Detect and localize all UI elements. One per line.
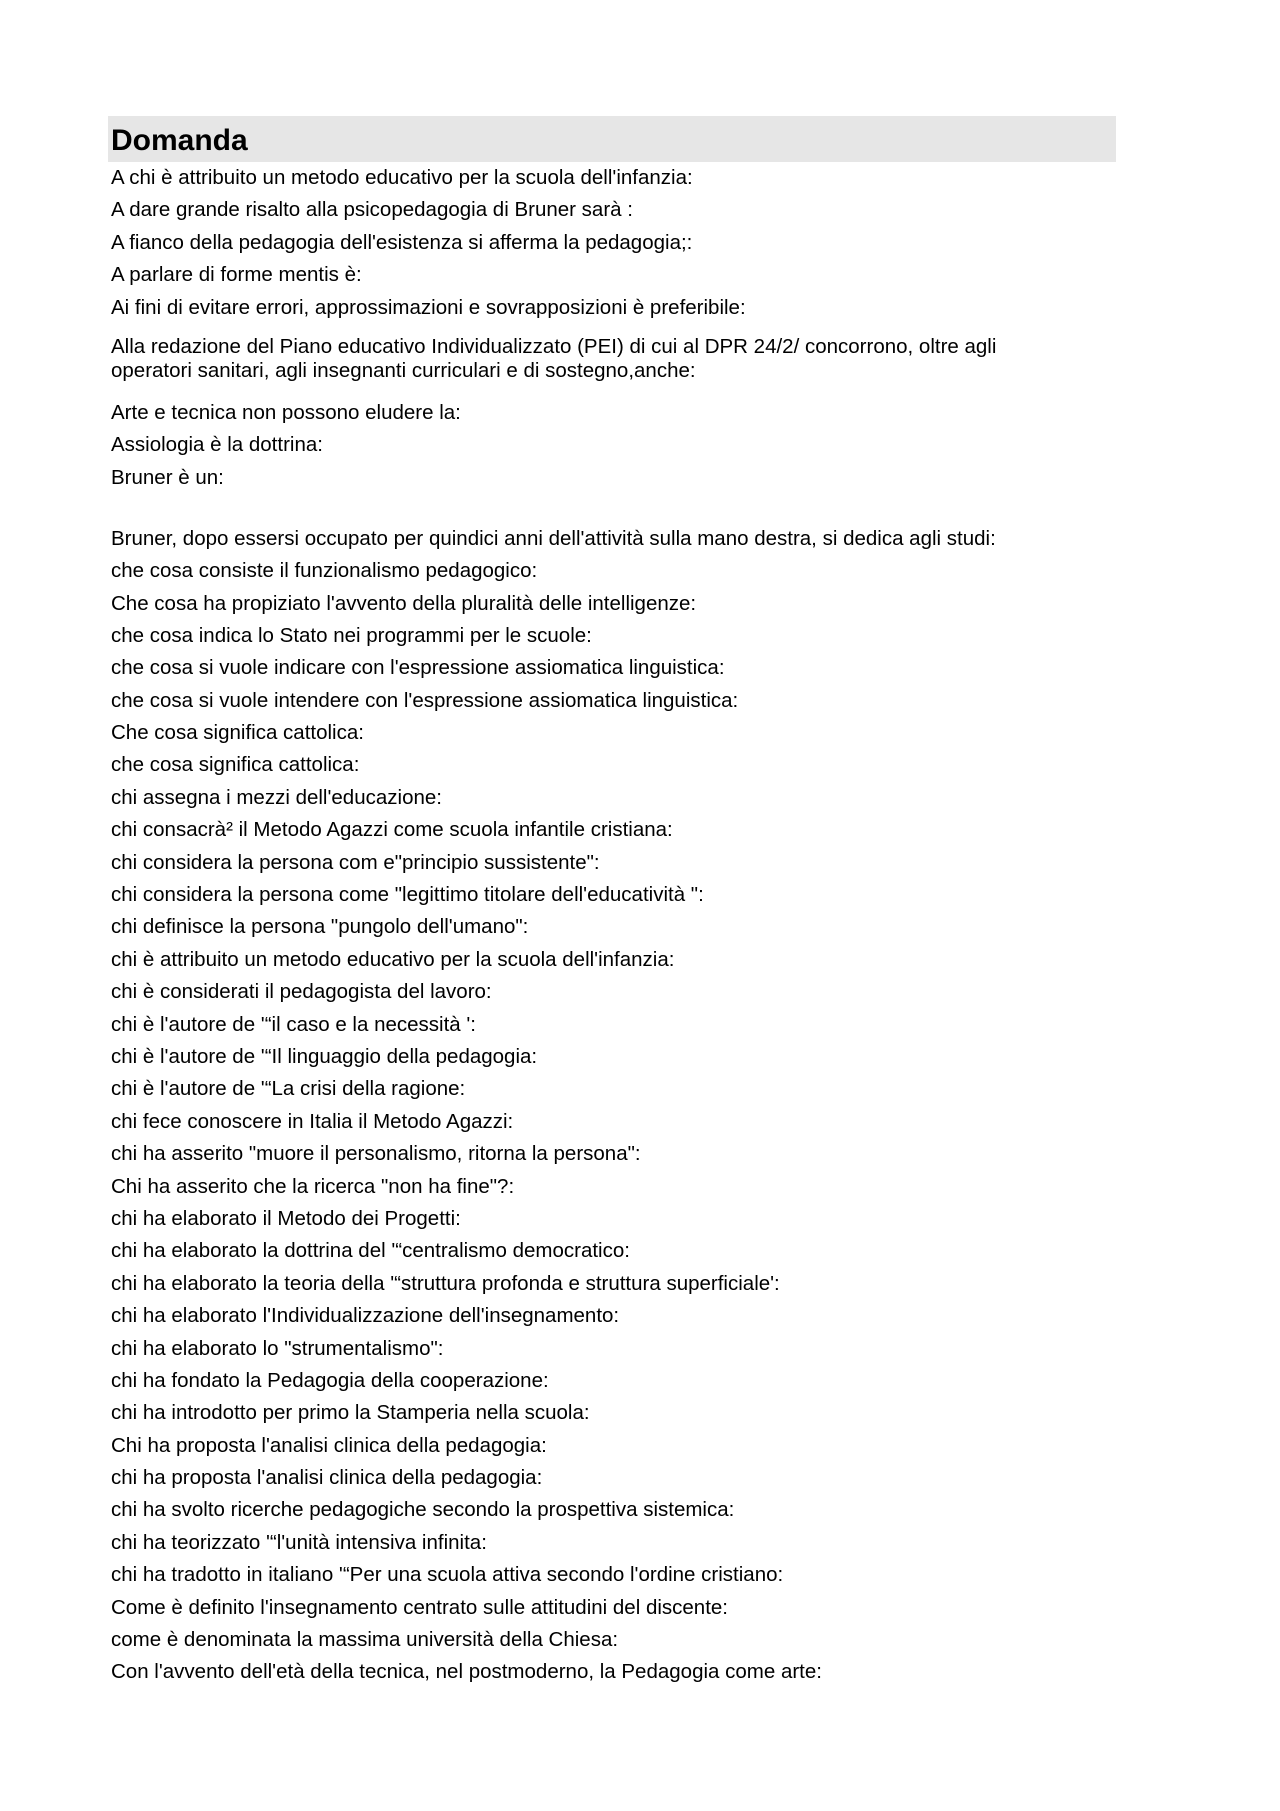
question-row: Chi ha asserito che la ricerca "non ha fine"?: xyxy=(111,1174,515,1198)
question-row: come è denominata la massima università della Chiesa: xyxy=(111,1628,619,1652)
question-row: chi è l'autore de '“Il linguaggio della pedagogia: xyxy=(111,1044,538,1068)
question-row: Con l'avvento dell'età della tecnica, nel postmoderno, la Pedagogia come arte: xyxy=(111,1660,822,1684)
question-list xyxy=(108,162,1116,1689)
question-row: A parlare di forme mentis è: xyxy=(111,263,362,287)
question-row: chi ha elaborato il Metodo dei Progetti: xyxy=(111,1206,461,1230)
question-sheet xyxy=(108,116,1116,1689)
question-row: Bruner, dopo essersi occupato per quindici anni dell'attività sulla mano destra, si dedica agli studi: xyxy=(111,527,996,551)
question-row: chi ha tradotto in italiano '“Per una scuola attiva secondo l'ordine cristiano: xyxy=(111,1563,784,1587)
question-row: Arte e tecnica non possono eludere la: xyxy=(111,400,461,424)
question-row: che cosa si vuole intendere con l'espressione assiomatica linguistica: xyxy=(111,688,739,712)
column-header: Domanda xyxy=(108,116,1116,162)
question-row: Alla redazione del Piano educativo Individualizzato (PEI) di cui al DPR 24/2/ concorrono, oltre agli operatori sanitari, agli insegnanti curriculari e di sostegno,anche: xyxy=(111,334,997,382)
question-row: chi ha asserito "muore il personalismo, ritorna la persona": xyxy=(111,1142,641,1166)
question-row: chi ha elaborato lo "strumentalismo": xyxy=(111,1336,444,1360)
question-row: chi ha elaborato la dottrina del '“centralismo democratico: xyxy=(111,1239,630,1263)
question-row: Che cosa ha propiziato l'avvento della pluralità delle intelligenze: xyxy=(111,591,697,615)
question-row: chi considera la persona com e"principio sussistente": xyxy=(111,850,600,874)
question-row: chi è considerati il pedagogista del lavoro: xyxy=(111,980,492,1004)
question-row: chi ha svolto ricerche pedagogiche secondo la prospettiva sistemica: xyxy=(111,1498,735,1522)
question-row: chi considera la persona come "legittimo titolare dell'educatività ": xyxy=(111,883,704,907)
question-row: che cosa significa cattolica: xyxy=(111,753,360,777)
question-row: che cosa indica lo Stato nei programmi per le scuole: xyxy=(111,623,592,647)
question-row: chi ha fondato la Pedagogia della cooperazione: xyxy=(111,1368,549,1392)
question-row: che cosa si vuole indicare con l'espressione assiomatica linguistica: xyxy=(111,656,725,680)
question-row: Chi ha proposta l'analisi clinica della pedagogia: xyxy=(111,1433,547,1457)
question-row: chi consacrà² il Metodo Agazzi come scuola infantile cristiana: xyxy=(111,818,673,842)
question-row: chi fece conoscere in Italia il Metodo Agazzi: xyxy=(111,1109,514,1133)
question-row: chi assegna i mezzi dell'educazione: xyxy=(111,785,442,809)
question-row: A chi è attribuito un metodo educativo per la scuola dell'infanzia: xyxy=(111,166,693,189)
question-row: A fianco della pedagogia dell'esistenza si afferma la pedagogia;: xyxy=(111,230,693,254)
question-row: chi definisce la persona "pungolo dell'umano": xyxy=(111,915,529,939)
question-row: chi ha teorizzato '“l'unità intensiva infinita: xyxy=(111,1530,487,1554)
question-row: chi ha elaborato la teoria della '“struttura profonda e struttura superficiale': xyxy=(111,1271,780,1295)
question-row: Assiologia è la dottrina: xyxy=(111,433,323,457)
question-row: A dare grande risalto alla psicopedagogia di Bruner sarà : xyxy=(111,198,633,222)
question-row: che cosa consiste il funzionalismo pedagogico: xyxy=(111,559,538,583)
question-row: chi è attribuito un metodo educativo per la scuola dell'infanzia: xyxy=(111,947,675,971)
question-row: Ai fini di evitare errori, approssimazioni e sovrapposizioni è preferibile: xyxy=(111,295,746,319)
question-row: chi è l'autore de '“il caso e la necessità ': xyxy=(111,1012,476,1036)
question-row: chi ha elaborato l'Individualizzazione dell'insegnamento: xyxy=(111,1304,620,1328)
question-row: Bruner è un: xyxy=(111,465,224,489)
question-row: Come è definito l'insegnamento centrato sulle attitudini del discente: xyxy=(111,1595,729,1619)
question-row: chi ha proposta l'analisi clinica della pedagogia: xyxy=(111,1466,543,1490)
question-row: chi ha introdotto per primo la Stamperia nella scuola: xyxy=(111,1401,590,1425)
question-row: chi è l'autore de '“La crisi della ragione: xyxy=(111,1077,466,1101)
question-row: Che cosa significa cattolica: xyxy=(111,721,364,745)
